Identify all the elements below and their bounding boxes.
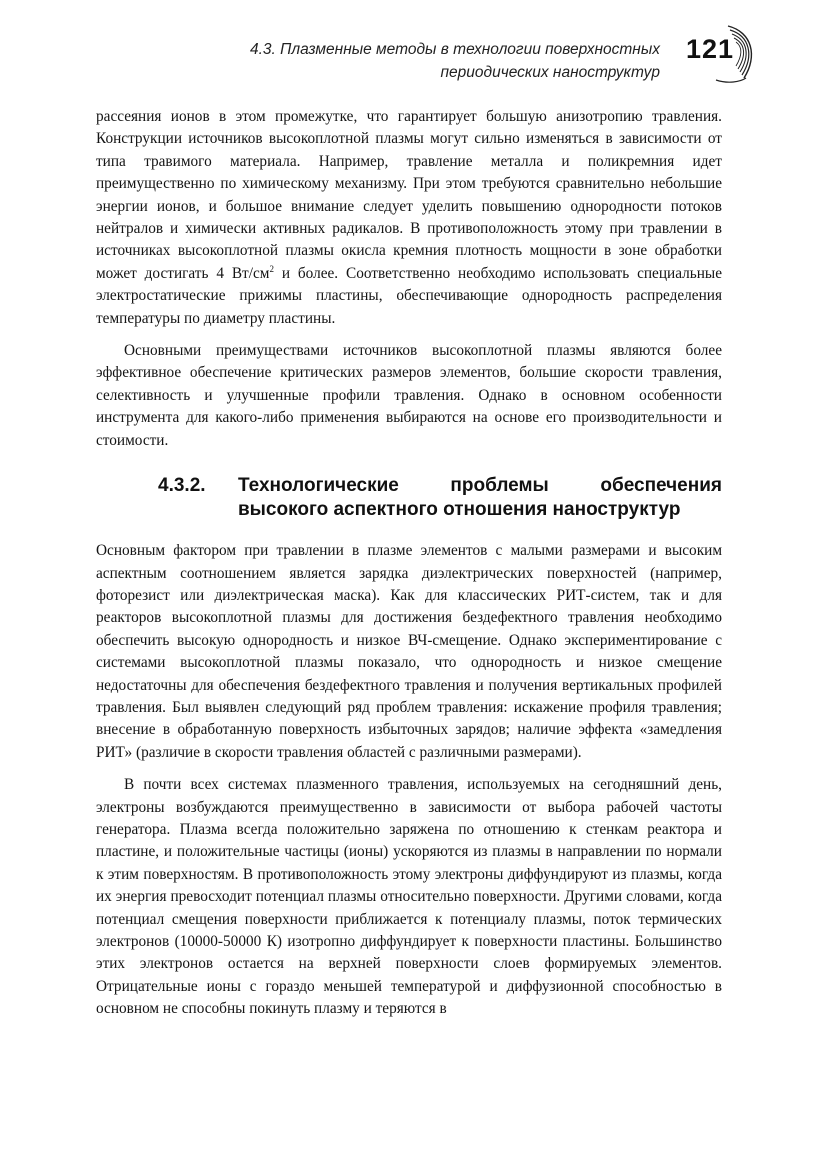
- section-title: Технологические проблемы обеспечения высокого аспектного отношения наноструктур: [238, 475, 722, 521]
- section-heading: [96, 474, 722, 522]
- running-header: [200, 38, 660, 84]
- paragraph: Основными преимуществами источников высокоплотной плазмы являются более эффективное обеспечение критических размеров элементов, большие скорости травления, селективность и улучшенные профили травления. Однако в основном особенности инструмента для какого-либо применения выбираются на основе его производительности и стоимости.: [96, 342, 722, 449]
- running-header-line-1: 4.3. Плазменные методы в технологии поверхностных: [249, 41, 660, 58]
- superscript: 2: [269, 263, 274, 274]
- page-corner-ornament-icon: [706, 22, 760, 86]
- paragraph-text-end: и более. Соответственно необходимо использовать специальные электростатические прижимы пластины, обеспечивающие однородность распределения температуры по диаметру пластины.: [96, 264, 723, 327]
- section-number: 4.3.2.: [158, 475, 206, 497]
- paragraph-text: рассеяния ионов в этом промежутке, что гарантирует большую анизотропию травления. Конструкции источников высокоплотной плазмы могут сильно изменяться в зависимости от типа травимого материала. Например, травление металла и поликремния идет преимущественно по химическому механизму. При этом требуются сравнительно небольшие энергии ионов, и большое внимание следует уделить повышению однородности потоков нейтралов и химически активных радикалов. В противоположность этому при травлении в источниках высокоплотной плазмы окисла кремния плотность мощности в зоне обработки может достигать 4 Вт/см: [96, 108, 722, 282]
- page-body: [96, 106, 722, 1021]
- paragraph: В почти всех системах плазменного травления, используемых на сегодняшний день, электроны возбуждаются преимущественно в зависимости от выбора рабочей частоты генератора. Плазма всегда положительно заряжена по отношению к стенкам реактора и пластине, и положительные частицы (ионы) ускоряются из плазмы в направлении по нормали к этим поверхностям. В противоположность этому электроны диффундируют из плазмы, когда их энергия превосходит потенциал плазмы относительно поверхности. Другими словами, когда потенциал смещения поверхности приближается к потенциалу плазмы, поток термических электронов (10000-50000 К) изотропно диффундирует к поверхности пластины. Большинство этих электронов остается на верхней поверхности слоев формируемых элементов. Отрицательные ионы с гораздо меньшей температурой и диффузионной способностью в основном не способны покинуть плазму и теряются в: [96, 776, 722, 1018]
- page-number: 121: [686, 34, 735, 64]
- running-header-line-2: периодических наноструктур: [440, 64, 660, 81]
- paragraph-continued: [96, 106, 722, 330]
- paragraph: Основным фактором при травлении в плазме элементов с малыми размерами и высоким аспектным соотношением является зарядка диэлектрических поверхностей (например, фоторезист или диэлектрическая маска). Как для классических РИТ-систем, так и для реакторов высокоплотной плазмы для достижения бездефектного травления необходимо обеспечить высокую однородность и низкое ВЧ-смещение. Однако экспериментирование с системами высокоплотной плазмы показало, что однородность и низкое смещение недостаточны для обеспечения бездефектного травления и получения вертикальных профилей травления. Был выявлен следующий ряд проблем травления: искажение профиля травления; внесение в обработанную поверхность избыточных зарядов; наличие эффекта «замедления РИТ» (различие в скорости травления областей с различными размерами).: [96, 542, 722, 761]
